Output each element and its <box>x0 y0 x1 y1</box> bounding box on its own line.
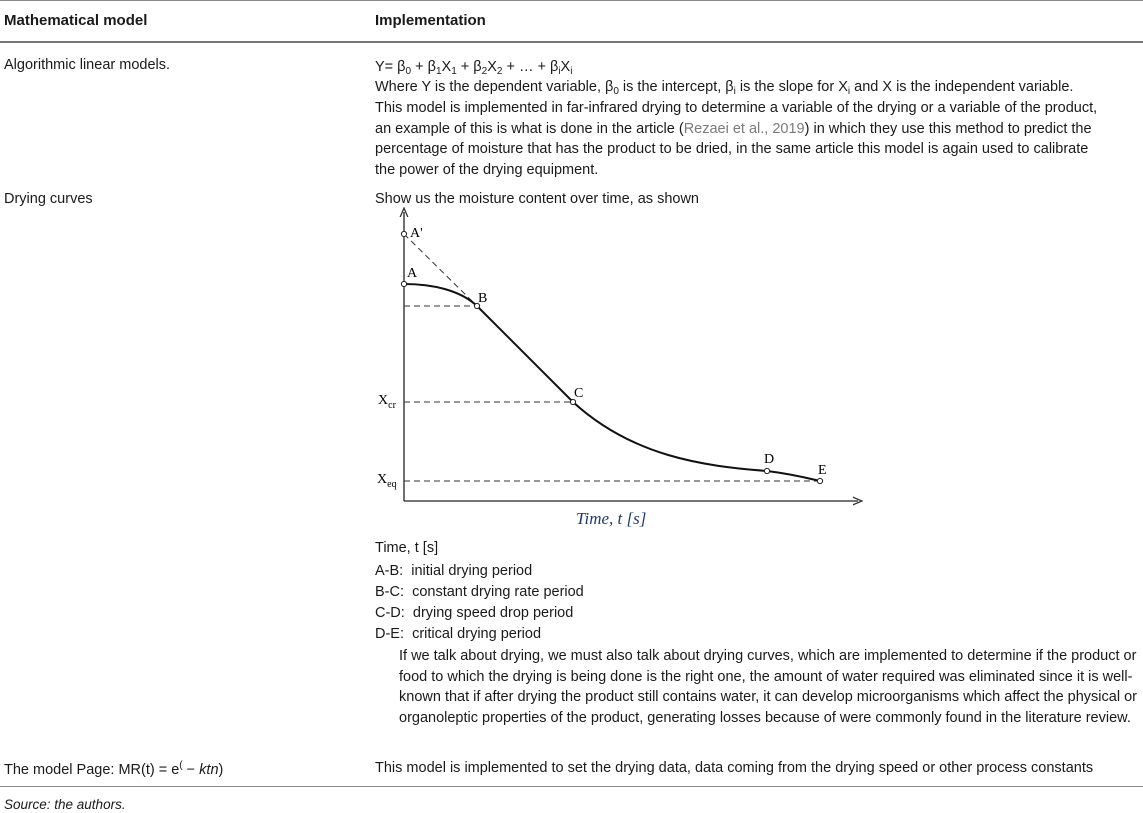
linear-equation: $Y= \beta_0 + \beta_1X_1 + \beta_2X_2$ + … + $\beta_iX_i$ <box>375 59 573 77</box>
curves-intro: Show us the moisture content over time, as shown <box>375 191 699 207</box>
point-d <box>764 468 769 473</box>
time-label: Time, t [s] <box>375 540 439 556</box>
linear-desc-2: This model is implemented in far-infrared drying to determine a variable of the drying or a variable of the product, <box>375 100 1098 116</box>
linear-desc-4: percentage of moisture that has the product to be dried, in the same article this model is again used to calibrate <box>375 141 1089 157</box>
curves-paragraph: If we talk about drying, we must also talk about drying curves, which are implemented to determine if the product or food to which the drying is being done is the right one, the amount of water required was eliminated since it is well-known that if after drying the product still contains water, it can develop microorganisms which affect the physical or organoleptic properties of the product, generating losses because of were commonly found in the literature review. <box>399 648 1137 726</box>
linear-desc-1: Where Y is the dependent variable, $\beta_0$ is the intercept, $\beta_i$ is the slope for $X_i$ and X is the independent variable. <box>375 79 1074 97</box>
legend-bc: B-C: constant drying rate period <box>375 584 584 600</box>
axis-caption: Time, t [s] <box>576 509 647 528</box>
model-page: The model Page: MR(t) = e( − ktn) <box>4 760 224 778</box>
legend-cd: C-D: drying speed drop period <box>375 605 574 621</box>
label-xcr: $X_{cr}$ <box>378 393 396 411</box>
drying-curve <box>404 284 820 481</box>
bottom-rule <box>0 786 1143 787</box>
point-e <box>817 478 822 483</box>
drying-curve-figure <box>372 206 864 532</box>
label-a-prime: A' <box>410 226 423 241</box>
point-a <box>401 281 406 286</box>
linear-desc-5: the power of the drying equipment. <box>375 162 599 178</box>
page-impl: This model is implemented to set the drying data, data coming from the drying speed or other process constants <box>375 760 1094 776</box>
citation-link[interactable]: Rezaei et al., 2019 <box>683 121 805 137</box>
header-mathematical-model: Mathematical model <box>4 12 148 29</box>
model-linear: Algorithmic linear models. <box>4 57 171 73</box>
label-c: C <box>574 386 584 401</box>
legend-ab: A-B: initial drying period <box>375 563 533 579</box>
point-a-prime <box>401 231 406 236</box>
linear-desc-3: an example of this is what is done in the article (Rezaei et al., 2019) in which they use this method to predict the <box>375 121 1092 137</box>
label-b: B <box>478 291 488 306</box>
header-implementation: Implementation <box>375 12 486 29</box>
model-drying-curves: Drying curves <box>4 191 93 207</box>
label-a: A <box>407 266 418 281</box>
label-e: E <box>818 463 827 478</box>
top-rule <box>0 0 1143 1</box>
label-xeq: $X_{eq}$ <box>377 472 397 490</box>
source-note: Source: the authors. <box>4 797 126 812</box>
header-rule <box>0 41 1143 43</box>
legend-de: D-E: critical drying period <box>375 626 542 642</box>
label-d: D <box>764 452 775 467</box>
